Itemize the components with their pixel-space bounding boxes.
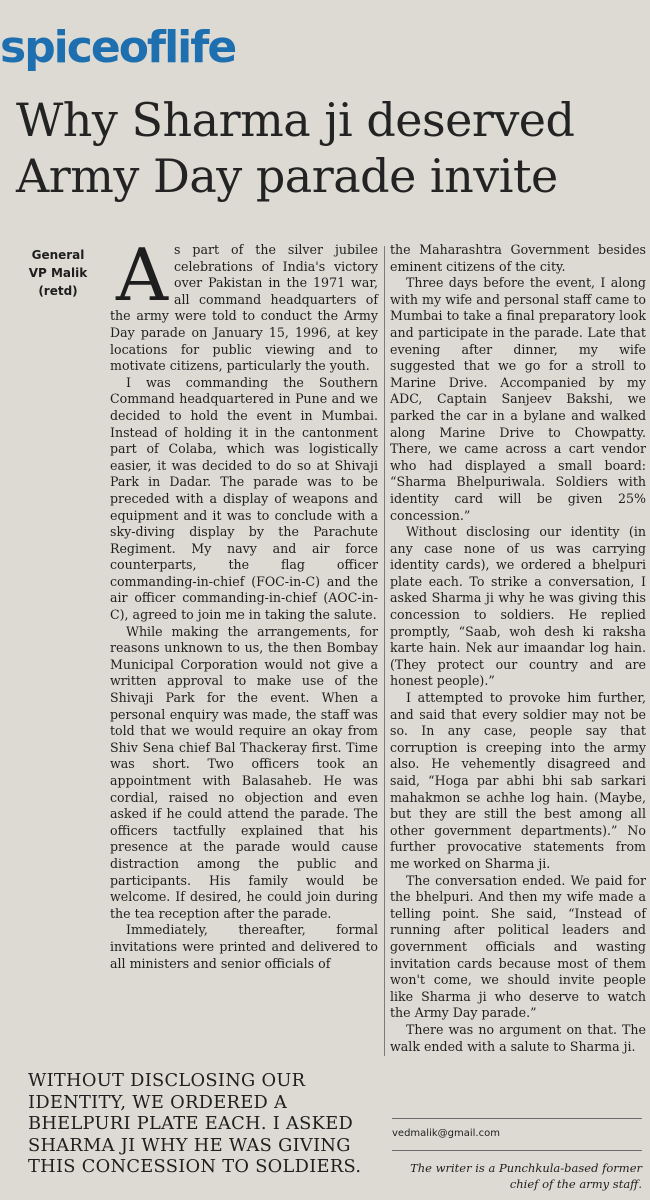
paragraph: There was no argument on that. The walk ended with a salute to Sharma ji. bbox=[390, 1021, 646, 1054]
paragraph: I attempted to provoke him further, and said that every soldier may not be so. In any case, people say that corruption is creeping into the army also. He vehemently disagreed and said, “Hoga par abhi bhi sab sarkari mahakmon se achhe log hain. (Maybe, but they are still the best among all other government departments).” No further provocative statements from me worked on Sharma ji. bbox=[390, 690, 646, 871]
paragraph: the Maharashtra Government besides eminent citizens of the city. bbox=[390, 242, 646, 274]
paragraph: The conversation ended. We paid for the bhelpuri. And then my wife made a telling point. She said, “Instead of running after political leaders and government officials and wasting invitation cards because most of them won't come, we should invite people like Sharma ji who deserve to watch the Army Day parade.” bbox=[390, 872, 646, 1021]
paragraph bbox=[110, 233, 378, 375]
pull-quote bbox=[28, 1070, 378, 1178]
author-email: vedmalik@gmail.com bbox=[392, 1128, 500, 1139]
section-title: spiceoflife bbox=[0, 22, 236, 73]
bio-line: chief of the army staff. bbox=[509, 1177, 642, 1191]
bio-line: The writer is a Punchkula-based former bbox=[410, 1161, 642, 1175]
pull-quote-line: SHARMA JI WHY HE WAS GIVING bbox=[28, 1134, 351, 1156]
paragraph: Three days before the event, I along with my wife and personal staff came to Mumbai to take a final preparatory look and participate in the parade. Late that evening after dinner, my wife suggested that we go for a stroll to Marine Drive. Accompanied by my ADC, Captain Sanjeev Bakshi, we parked the car in a bylane and walked along Marine Drive to Chowpatty. There, we came across a cart vendor who had displayed a small board: “Sharma Bhelpuriwala. Soldiers with identity card will be given 25% concession.” bbox=[390, 275, 646, 523]
headline bbox=[16, 92, 646, 204]
byline-line: (retd) bbox=[38, 284, 78, 298]
byline-line: VP Malik bbox=[28, 266, 88, 280]
divider bbox=[392, 1118, 642, 1119]
pull-quote-line: BHELPURI PLATE EACH. I ASKED bbox=[28, 1113, 354, 1134]
headline-line-2: Army Day parade invite bbox=[16, 149, 558, 203]
author-bio bbox=[392, 1160, 642, 1192]
paragraph: I was commanding the Southern Command headquartered in Pune and we decided to hold the event in Mumbai. Instead of holding it in the cantonment part of Colaba, which was logistically easier, it was decided to do so at Shivaji Park in Dadar. The parade was to be preceded with a display of weapons and equipment and it was to conclude with a sky-diving display by the Parachute Regiment. My navy and air force counterparts, the flag officer commanding-in-chief (FOC-in-C) and the air officer commanding-in-chief (AOC-in-C), agreed to join me in taking the salute. bbox=[110, 374, 378, 623]
pull-quote-line: IDENTITY, WE ORDERED A bbox=[28, 1091, 288, 1113]
pull-quote-line: THIS CONCESSION TO SOLDIERS. bbox=[28, 1156, 362, 1177]
paragraph: Immediately, thereafter, formal invitations were printed and delivered to all ministers and senior officials of bbox=[110, 922, 378, 971]
paragraph-text: s part of the silver jubilee celebrations of India's victory over Pakistan in the 1971 war, all command headquarters of the army were told to conduct the Army Day parade on January 15, 1996, at key locations for public viewing and to motivate citizens, particularly the youth. bbox=[110, 242, 378, 374]
paragraph: While making the arrangements, for reasons unknown to us, the then Bombay Municipal Corporation would not give a written approval to make use of the Shivaji Park for the event. When a personal enquiry was made, the staff was told that we would require an okay from Shiv Sena chief Bal Thackeray first. Time was short. Two officers took an appointment with Balasaheb. He was cordial, raised no objection and even asked if he could attend the parade. The officers tactfully explained that his presence at the parade would cause distraction among the public and participants. His family would be welcome. If desired, he could join during the tea reception after the parade. bbox=[110, 623, 378, 921]
paragraph: Without disclosing our identity (in any case none of us was carrying identity cards), we ordered a bhelpuri plate each. To strike a conversation, I asked Sharma ji why he was giving this concession to soldiers. He replied promptly, “Saab, woh desh ki raksha karte hain. Nek aur imaandar log hain. (They protect our country and are honest people).” bbox=[390, 524, 646, 689]
divider bbox=[392, 1150, 642, 1151]
byline-line: General bbox=[31, 248, 85, 262]
column-divider bbox=[384, 246, 385, 1056]
pull-quote-line: WITHOUT DISCLOSING OUR bbox=[28, 1070, 306, 1091]
headline-line-1: Why Sharma ji deserved bbox=[16, 93, 575, 147]
article-column-1 bbox=[110, 233, 378, 972]
byline bbox=[12, 246, 104, 300]
article-column-2 bbox=[390, 242, 646, 1055]
drop-cap: A bbox=[116, 233, 168, 317]
